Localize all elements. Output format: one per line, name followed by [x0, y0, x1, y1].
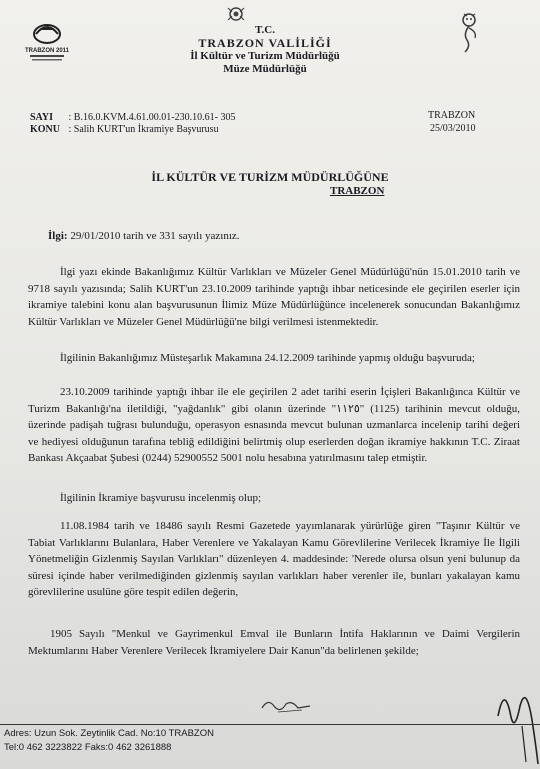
body-paragraph-4: İlgilinin İkramiye başvurusu incelenmiş olup;: [60, 492, 262, 504]
sayi-line: [30, 112, 235, 123]
footer-rule: [0, 724, 540, 725]
handwritten-signature: [492, 676, 540, 766]
header-museum: Müze Müdürlüğü: [223, 63, 307, 75]
header-directorate: İl Kültür ve Turizm Müdürlüğü: [190, 50, 340, 62]
body-paragraph-1: İlgi yazı ekinde Bakanlığımız Kültür Varlıkları ve Müzeler Genel Müdürlüğü'nün 15.01.2010 tarih ve 9718 sayılı yazısında; Salih KURT'un 23.10.2009 tarihinde yaptığı ihbar neticesinde ele geçirilen eserler için ikramiye talebini konu alan başvurusunun İlimiz Müze Müdürlüğünce incelenerek sonucundan Bakanlığımız Kültür Varlıkları ve Müzeler Genel Müdürlüğü'ne bilgi verilmesi istenmektedir.: [28, 266, 520, 328]
logo-text: TRABZON 2011: [24, 48, 70, 54]
addressee-city: TRABZON: [330, 185, 385, 197]
mascot-logo: [455, 10, 485, 56]
footer-address: Adres: Uzun Sok. Zeytinlik Cad. No:10 TRABZON: [4, 728, 214, 739]
reference-text: 29/01/2010 tarih ve 331 sayılı yazınız.: [70, 230, 240, 242]
body-paragraph-3: 23.10.2009 tarihinde yaptığı ihbar ile ele geçirilen 2 adet tarihi eserin İçişleri Bakanlığınca Kültür ve Turizm Bakanlığı'na iletildiği, "yağdanlık" gibi olanın üzerinde "١١٢٥" (1125) tarihinin mevcut olduğu, üzerinde padişah tuğrası bulunduğu, operasyon esnasında mevcut bulunan uzmanlarca incelenip tarihi değeri ve hediyesi olduğunun tarafına tebliğ edildiğini belirtmiş olup eserlerden doğan ikramiye hakkının T.C. Ziraat Bankası Akçaabat Şubesi (0244) 52900552 5001 nolu hesabına yatırılmasını talep etmiştir.: [28, 386, 520, 464]
sayi-label: SAYI: [30, 112, 53, 123]
body-paragraph-5: 11.08.1984 tarih ve 18486 sayılı Resmi Gazetede yayımlanarak yürürlüğe giren "Taşınır Kültür ve Tabiat Varlıklarını Bulanlara, Haber Verenlere ve Yakalayan Kamu Görevlilerine Verilecek İkramiye İle İlgili Yönetmeliğin Gizlenmiş Sayılan Varlıkları" düzenleyen 4. maddesinde: 'Nerede olursa olsun yeni bulunup da süresi içinde haber verilmediğinden gizlenmiş sayılan varlıkları haber verenler ile, bunları yakalayan kamu görevlilerine usulüne göre tespit edilen değerin,: [28, 520, 520, 598]
konu-label: KONU: [30, 124, 60, 135]
city: TRABZON: [428, 110, 476, 121]
sayi-value: : B.16.0.KVM.4.61.00.01-230.10.61- 305: [68, 112, 236, 123]
footer-contact: Tel:0 462 3223822 Faks:0 462 3261888: [4, 742, 172, 753]
body-paragraph-2: İlgilinin Bakanlığımız Müsteşarlık Makamına 24.12.2009 tarihinde yapmış olduğu başvuruda;: [60, 352, 475, 364]
konu-line: [30, 124, 219, 135]
header-governorship: TRABZON VALİLİĞİ: [198, 36, 332, 50]
addressee-title: İL KÜLTÜR VE TURİZM MÜDÜRLÜĞÜNE: [151, 170, 389, 184]
konu-value: : Salih KURT'un İkramiye Başvurusu: [68, 124, 219, 135]
reference-line: [48, 230, 240, 242]
date: 25/03/2010: [430, 123, 476, 134]
trabzon-2011-logo: [22, 16, 72, 64]
initials-signature: [258, 694, 318, 716]
body-paragraph-6: 1905 Sayılı "Menkul ve Gayrimenkul Emval ile Bunların İntifa Haklarının ve Daimi Vergilerin Mektumlarını Haber Verenlere Verilecek İkramiyelere Dair Kanun"da belirlenen şekilde;: [28, 628, 520, 657]
state-emblem-icon: [222, 4, 250, 24]
header-tc: T.C.: [255, 24, 275, 36]
reference-label: İlgi:: [48, 230, 68, 242]
